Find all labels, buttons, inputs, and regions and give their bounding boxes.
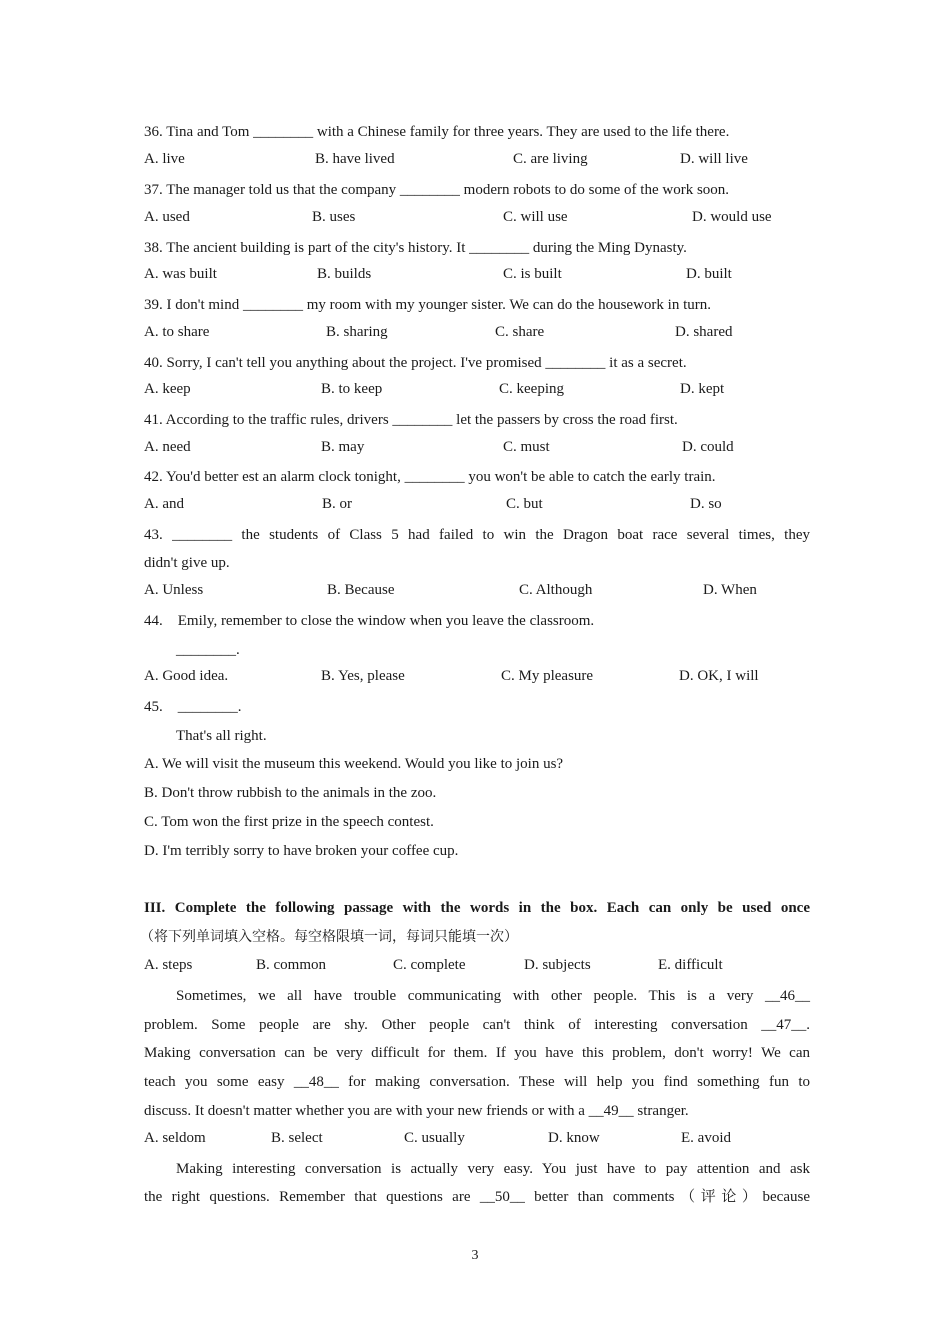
section-3-heading: III. Complete the following passage with the words in the box. Each can only be used once bbox=[144, 900, 810, 916]
question-39-stem: 39. I don't mind ________ my room with my younger sister. We can do the housework in turn. bbox=[144, 297, 711, 313]
q39-option-c: C. share bbox=[495, 324, 545, 340]
q38-option-b: B. builds bbox=[317, 266, 372, 282]
q39-option-b: B. sharing bbox=[326, 324, 388, 340]
q44-option-d: D. OK, I will bbox=[679, 668, 759, 684]
q43-option-a: A. Unless bbox=[144, 582, 204, 598]
q36-option-d: D. will live bbox=[680, 151, 748, 167]
box2-word-a: A. seldom bbox=[144, 1130, 206, 1146]
q43-option-c: C. Although bbox=[519, 582, 593, 598]
q40-option-c: C. keeping bbox=[499, 381, 564, 397]
q44-option-b: B. Yes, please bbox=[321, 668, 405, 684]
section-3-heading-chinese: （将下列单词填入空格。每空格限填一词，每词只能填一次） bbox=[140, 929, 518, 945]
q42-option-a: A. and bbox=[144, 496, 184, 512]
q41-option-b: B. may bbox=[321, 439, 365, 455]
q44-option-a: A. Good idea. bbox=[144, 668, 229, 684]
q36-option-a: A. live bbox=[144, 151, 185, 167]
q38-option-c: C. is built bbox=[503, 266, 562, 282]
q37-option-c: C. will use bbox=[503, 209, 568, 225]
q36-option-b: B. have lived bbox=[315, 151, 395, 167]
q39-option-a: A. to share bbox=[144, 324, 210, 340]
q41-option-c: C. must bbox=[503, 439, 550, 455]
passage-1-line-2: problem. Some people are shy. Other people can't think of interesting conversation __47__. bbox=[144, 1017, 810, 1033]
q36-option-c: C. are living bbox=[513, 151, 588, 167]
q40-option-a: A. keep bbox=[144, 381, 191, 397]
question-44-blank: ________. bbox=[176, 642, 240, 658]
q44-option-c: C. My pleasure bbox=[501, 668, 594, 684]
q43-option-d: D. When bbox=[703, 582, 757, 598]
q45-option-a: A. We will visit the museum this weekend. Would you like to join us? bbox=[144, 756, 564, 772]
question-42-stem: 42. You'd better est an alarm clock tonight, ________ you won't be able to catch the early train. bbox=[144, 469, 716, 485]
q38-option-a: A. was built bbox=[144, 266, 217, 282]
box2-word-c: C. usually bbox=[404, 1130, 465, 1146]
q40-option-d: D. kept bbox=[680, 381, 725, 397]
q43-option-b: B. Because bbox=[327, 582, 395, 598]
q45-option-b: B. Don't throw rubbish to the animals in the zoo. bbox=[144, 785, 437, 801]
question-37-stem: 37. The manager told us that the company ________ modern robots to do some of the work soon. bbox=[144, 182, 730, 198]
question-36-stem: 36. Tina and Tom ________ with a Chinese family for three years. They are used to the life there. bbox=[144, 124, 730, 140]
q40-option-b: B. to keep bbox=[321, 381, 383, 397]
q41-option-a: A. need bbox=[144, 439, 191, 455]
question-45-response: That's all right. bbox=[176, 728, 267, 744]
passage-2-line-2: the right questions. Remember that questions are __50__ better than comments（评论）because bbox=[144, 1189, 810, 1205]
box2-word-d: D. know bbox=[548, 1130, 600, 1146]
q38-option-d: D. built bbox=[686, 266, 732, 282]
q37-option-a: A. used bbox=[144, 209, 190, 225]
question-45-stem: 45. ________. bbox=[144, 699, 242, 715]
question-43-stem: 43. ________ the students of Class 5 had failed to win the Dragon boat race several times, they bbox=[144, 527, 810, 543]
q42-option-d: D. so bbox=[690, 496, 722, 512]
q45-option-c: C. Tom won the first prize in the speech contest. bbox=[144, 814, 434, 830]
box2-word-b: B. select bbox=[271, 1130, 323, 1146]
box1-word-c: C. complete bbox=[393, 957, 466, 973]
page-number: 3 bbox=[471, 1248, 479, 1263]
passage-1-line-1: Sometimes, we all have trouble communicating with other people. This is a very __46__ bbox=[176, 988, 810, 1004]
question-40-stem: 40. Sorry, I can't tell you anything about the project. I've promised ________ it as a secret. bbox=[144, 355, 687, 371]
box1-word-a: A. steps bbox=[144, 957, 193, 973]
box1-word-d: D. subjects bbox=[524, 957, 591, 973]
passage-1-line-4: teach you some easy __48__ for making conversation. These will help you find something fun to bbox=[144, 1074, 810, 1090]
q37-option-d: D. would use bbox=[692, 209, 772, 225]
q42-option-c: C. but bbox=[506, 496, 543, 512]
q42-option-b: B. or bbox=[322, 496, 352, 512]
question-38-stem: 38. The ancient building is part of the city's history. It ________ during the Ming Dynasty. bbox=[144, 240, 687, 256]
passage-1-line-3: Making conversation can be very difficult for them. If you have this problem, don't worry! We can bbox=[144, 1045, 810, 1061]
passage-2-line-1: Making interesting conversation is actually very easy. You just have to pay attention and ask bbox=[176, 1161, 810, 1177]
box1-word-b: B. common bbox=[256, 957, 326, 973]
passage-1-line-5: discuss. It doesn't matter whether you are with your new friends or with a __49__ stranger. bbox=[144, 1103, 689, 1119]
box1-word-e: E. difficult bbox=[658, 957, 723, 973]
box2-word-e: E. avoid bbox=[681, 1130, 731, 1146]
q45-option-d: D. I'm terribly sorry to have broken your coffee cup. bbox=[144, 843, 459, 859]
q39-option-d: D. shared bbox=[675, 324, 733, 340]
question-43-stem-cont: didn't give up. bbox=[144, 555, 230, 571]
q41-option-d: D. could bbox=[682, 439, 734, 455]
question-44-stem: 44. Emily, remember to close the window when you leave the classroom. bbox=[144, 613, 595, 629]
question-41-stem: 41. According to the traffic rules, drivers ________ let the passers by cross the road first. bbox=[144, 412, 678, 428]
q37-option-b: B. uses bbox=[312, 209, 356, 225]
